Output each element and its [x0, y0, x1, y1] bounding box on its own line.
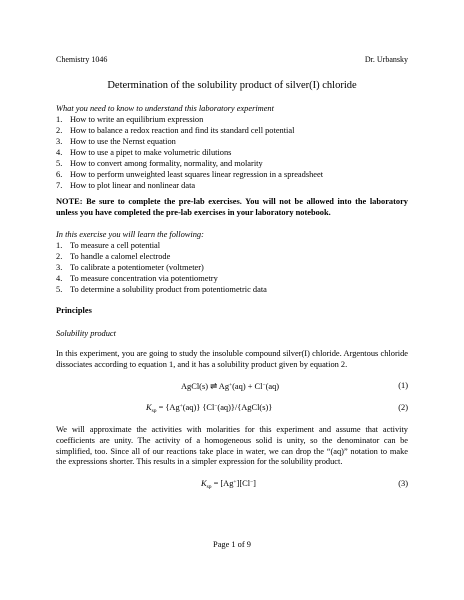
equation-1: AgCl(s) ⇌ Ag+(aq) + Cl−(aq) [181, 382, 280, 391]
principles-heading: Principles [56, 306, 92, 315]
equation-3: $K_{sp} = [Ag^+][Cl^-]$ [201, 479, 256, 490]
header-instructor: Dr. Urbansky [364, 55, 408, 64]
paragraph-intro: In this experiment, you are going to study the insoluble compound silver(I) chloride. Argentous chloride dissociates according to equation 1, and it has a solubility product given by equation 2. [56, 349, 408, 369]
equation-2: $K_{sp} = \{Ag^+(aq)\}$ {Cl−(aq)}/{AgCl(s)} [146, 403, 273, 414]
document-title: Determination of the solubility product of silver(I) chloride [107, 80, 357, 91]
list-item: 3. How to use the Nernst equation [56, 137, 176, 146]
header-course: Chemistry 1046 [56, 55, 108, 64]
page-number: Page 1 of 9 [213, 540, 251, 549]
equation-1-number: (1) [398, 381, 408, 390]
list-item: 5. To determine a solubility product from potentiometric data [56, 285, 267, 294]
prelab-note: NOTE: Be sure to complete the pre-lab exercises. You will not be allowed into the laboratory unless you have completed the pre-lab exercises in your laboratory notebook. [56, 197, 408, 217]
list-item: 7. How to plot linear and nonlinear data [56, 181, 196, 190]
know-list [56, 114, 323, 191]
list-item: 1. To measure a cell potential [56, 241, 161, 250]
learn-list [56, 240, 267, 295]
list-item: 2. How to balance a redox reaction and find its standard cell potential [56, 126, 295, 135]
learn-heading: In this exercise you will learn the following: [56, 230, 204, 239]
list-item: 4. To measure concentration via potentiometry [56, 274, 218, 283]
know-heading: What you need to know to understand this laboratory experiment [56, 104, 274, 113]
solubility-subheading: Solubility product [56, 329, 116, 338]
list-item: 2. To handle a calomel electrode [56, 252, 171, 261]
list-item: 5. How to convert among formality, normality, and molarity [56, 159, 263, 168]
paragraph-activities: We will approximate the activities with molarities for this experiment and assume that activity coefficients are unity. The activity of a homogeneous solid is unity, so the denominator can be simplified, too. Since all of our reactions take place in water, we can drop the “(aq)” notation to make the expressions shorter. This results in a simpler expression for the solubility product. [56, 425, 408, 467]
equation-2-number: (2) [398, 403, 408, 412]
list-item: 3. To calibrate a potentiometer (voltmeter) [56, 263, 204, 272]
list-item: 4. How to use a pipet to make volumetric dilutions [56, 148, 232, 157]
list-item: 1. How to write an equilibrium expression [56, 115, 204, 124]
list-item: 6. How to perform unweighted least squares linear regression in a spreadsheet [56, 170, 324, 179]
equation-3-number: (3) [398, 479, 408, 488]
